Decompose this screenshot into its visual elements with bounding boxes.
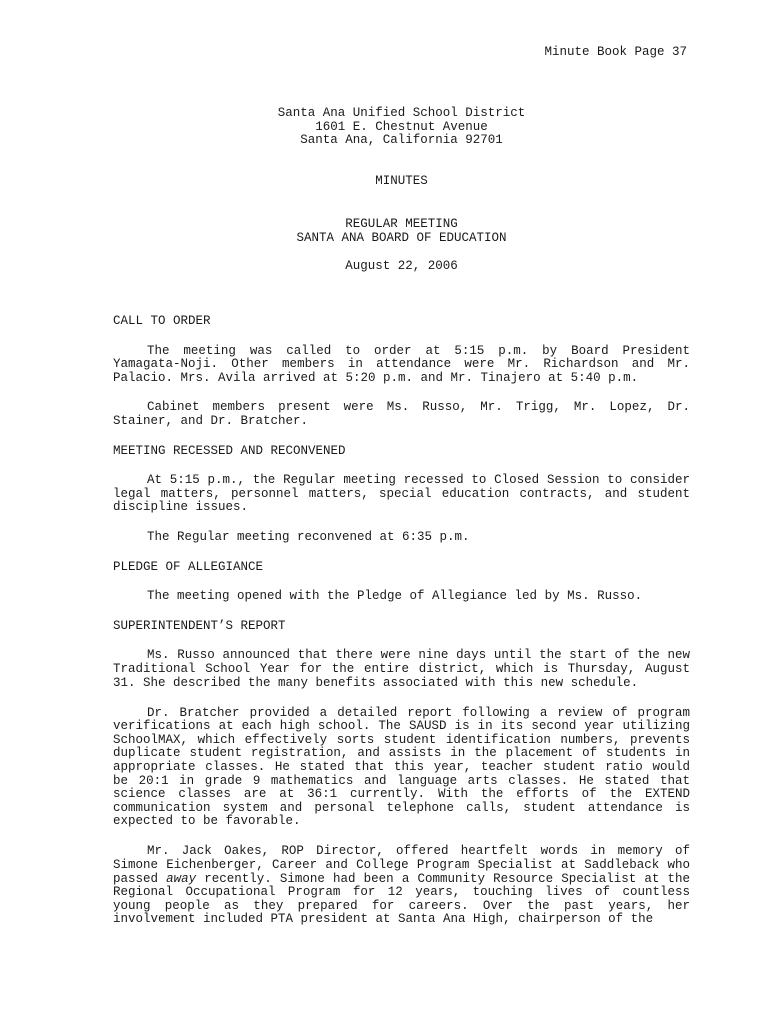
pledge-paragraph: The meeting opened with the Pledge of Allegiance led by Ms. Russo.: [147, 589, 643, 604]
meeting-date-text: August 22, 2006: [345, 259, 458, 273]
heading-superintendent-report: SUPERINTENDENT’S REPORT: [113, 618, 286, 633]
meeting-type: REGULAR MEETING: [345, 217, 458, 231]
heading-call-to-order: CALL TO ORDER: [113, 314, 211, 328]
board-name: SANTA ANA BOARD OF EDUCATION: [296, 230, 507, 245]
district-city: Santa Ana, California 92701: [300, 133, 503, 148]
meeting-title: [0, 218, 770, 245]
call-to-order-paragraph-1: The meeting was called to order at 5:15 p.m. by Board President Yamagata-Noji. Other members in attendance were Mr. Richardson and Mr. Palacio. Mrs. Avila arrived at 5:20 p.m. and Mr. Tinajero at 5:40 p.m.: [113, 343, 690, 385]
document-type: [0, 175, 770, 189]
superintendent-paragraph-1: Ms. Russo announced that there were nine days until the start of the new Traditional School Year for the entire district, which is Thursday, August 31. She described the many benefits associated with this new schedule.: [113, 648, 690, 690]
p3-text-before: Mr. Jack Oakes, ROP Director, offered heartfelt words in memory of Simone Eichenberger, Career and College Program Specialist at Saddleback who passed: [113, 844, 690, 886]
recessed-paragraph-1: At 5:15 p.m., the Regular meeting recessed to Closed Session to consider legal matters, personnel matters, special education contracts, and student discipline issues.: [113, 473, 690, 515]
page-number: Minute Book Page 37: [544, 45, 687, 59]
heading-pledge: PLEDGE OF ALLEGIANCE: [113, 559, 264, 574]
p3-italic-word: away: [166, 871, 197, 886]
district-street: 1601 E. Chestnut Avenue: [315, 119, 488, 134]
recessed-paragraph-2: The Regular meeting reconvened at 6:35 p.m.: [147, 529, 470, 544]
district-address: [0, 107, 770, 148]
minutes-body: [113, 315, 690, 927]
document-type-label: MINUTES: [375, 174, 428, 188]
p3-text-after: recently. Simone had been a Community Resource Specialist at the Regional Occupational Program for 12 years, touching lives of countless young people as they prepared for careers. Over the past years, her involvement included PTA president at Santa Ana High, chairperson of the: [113, 871, 690, 927]
meeting-date: [0, 260, 770, 274]
superintendent-paragraph-2: Dr. Bratcher provided a detailed report following a review of program verifications at each high school. The SAUSD is in its second year utilizing SchoolMAX, which effectively sorts student identification numbers, prevents duplicate student registration, and assists in the placement of students in appropriate classes. He stated that this year, teacher student ratio would be 20:1 in grade 9 mathematics and language arts classes. He stated that science classes are at 36:1 currently. With the efforts of the EXTEND communication system and personal telephone calls, student attendance is expected to be favorable.: [113, 705, 690, 829]
superintendent-paragraph-3: [113, 845, 690, 927]
heading-recessed-reconvened: MEETING RECESSED AND RECONVENED: [113, 443, 346, 458]
district-name: Santa Ana Unified School District: [277, 106, 526, 120]
call-to-order-paragraph-2: Cabinet members present were Ms. Russo, Mr. Trigg, Mr. Lopez, Dr. Stainer, and Dr. Bratcher.: [113, 400, 690, 428]
